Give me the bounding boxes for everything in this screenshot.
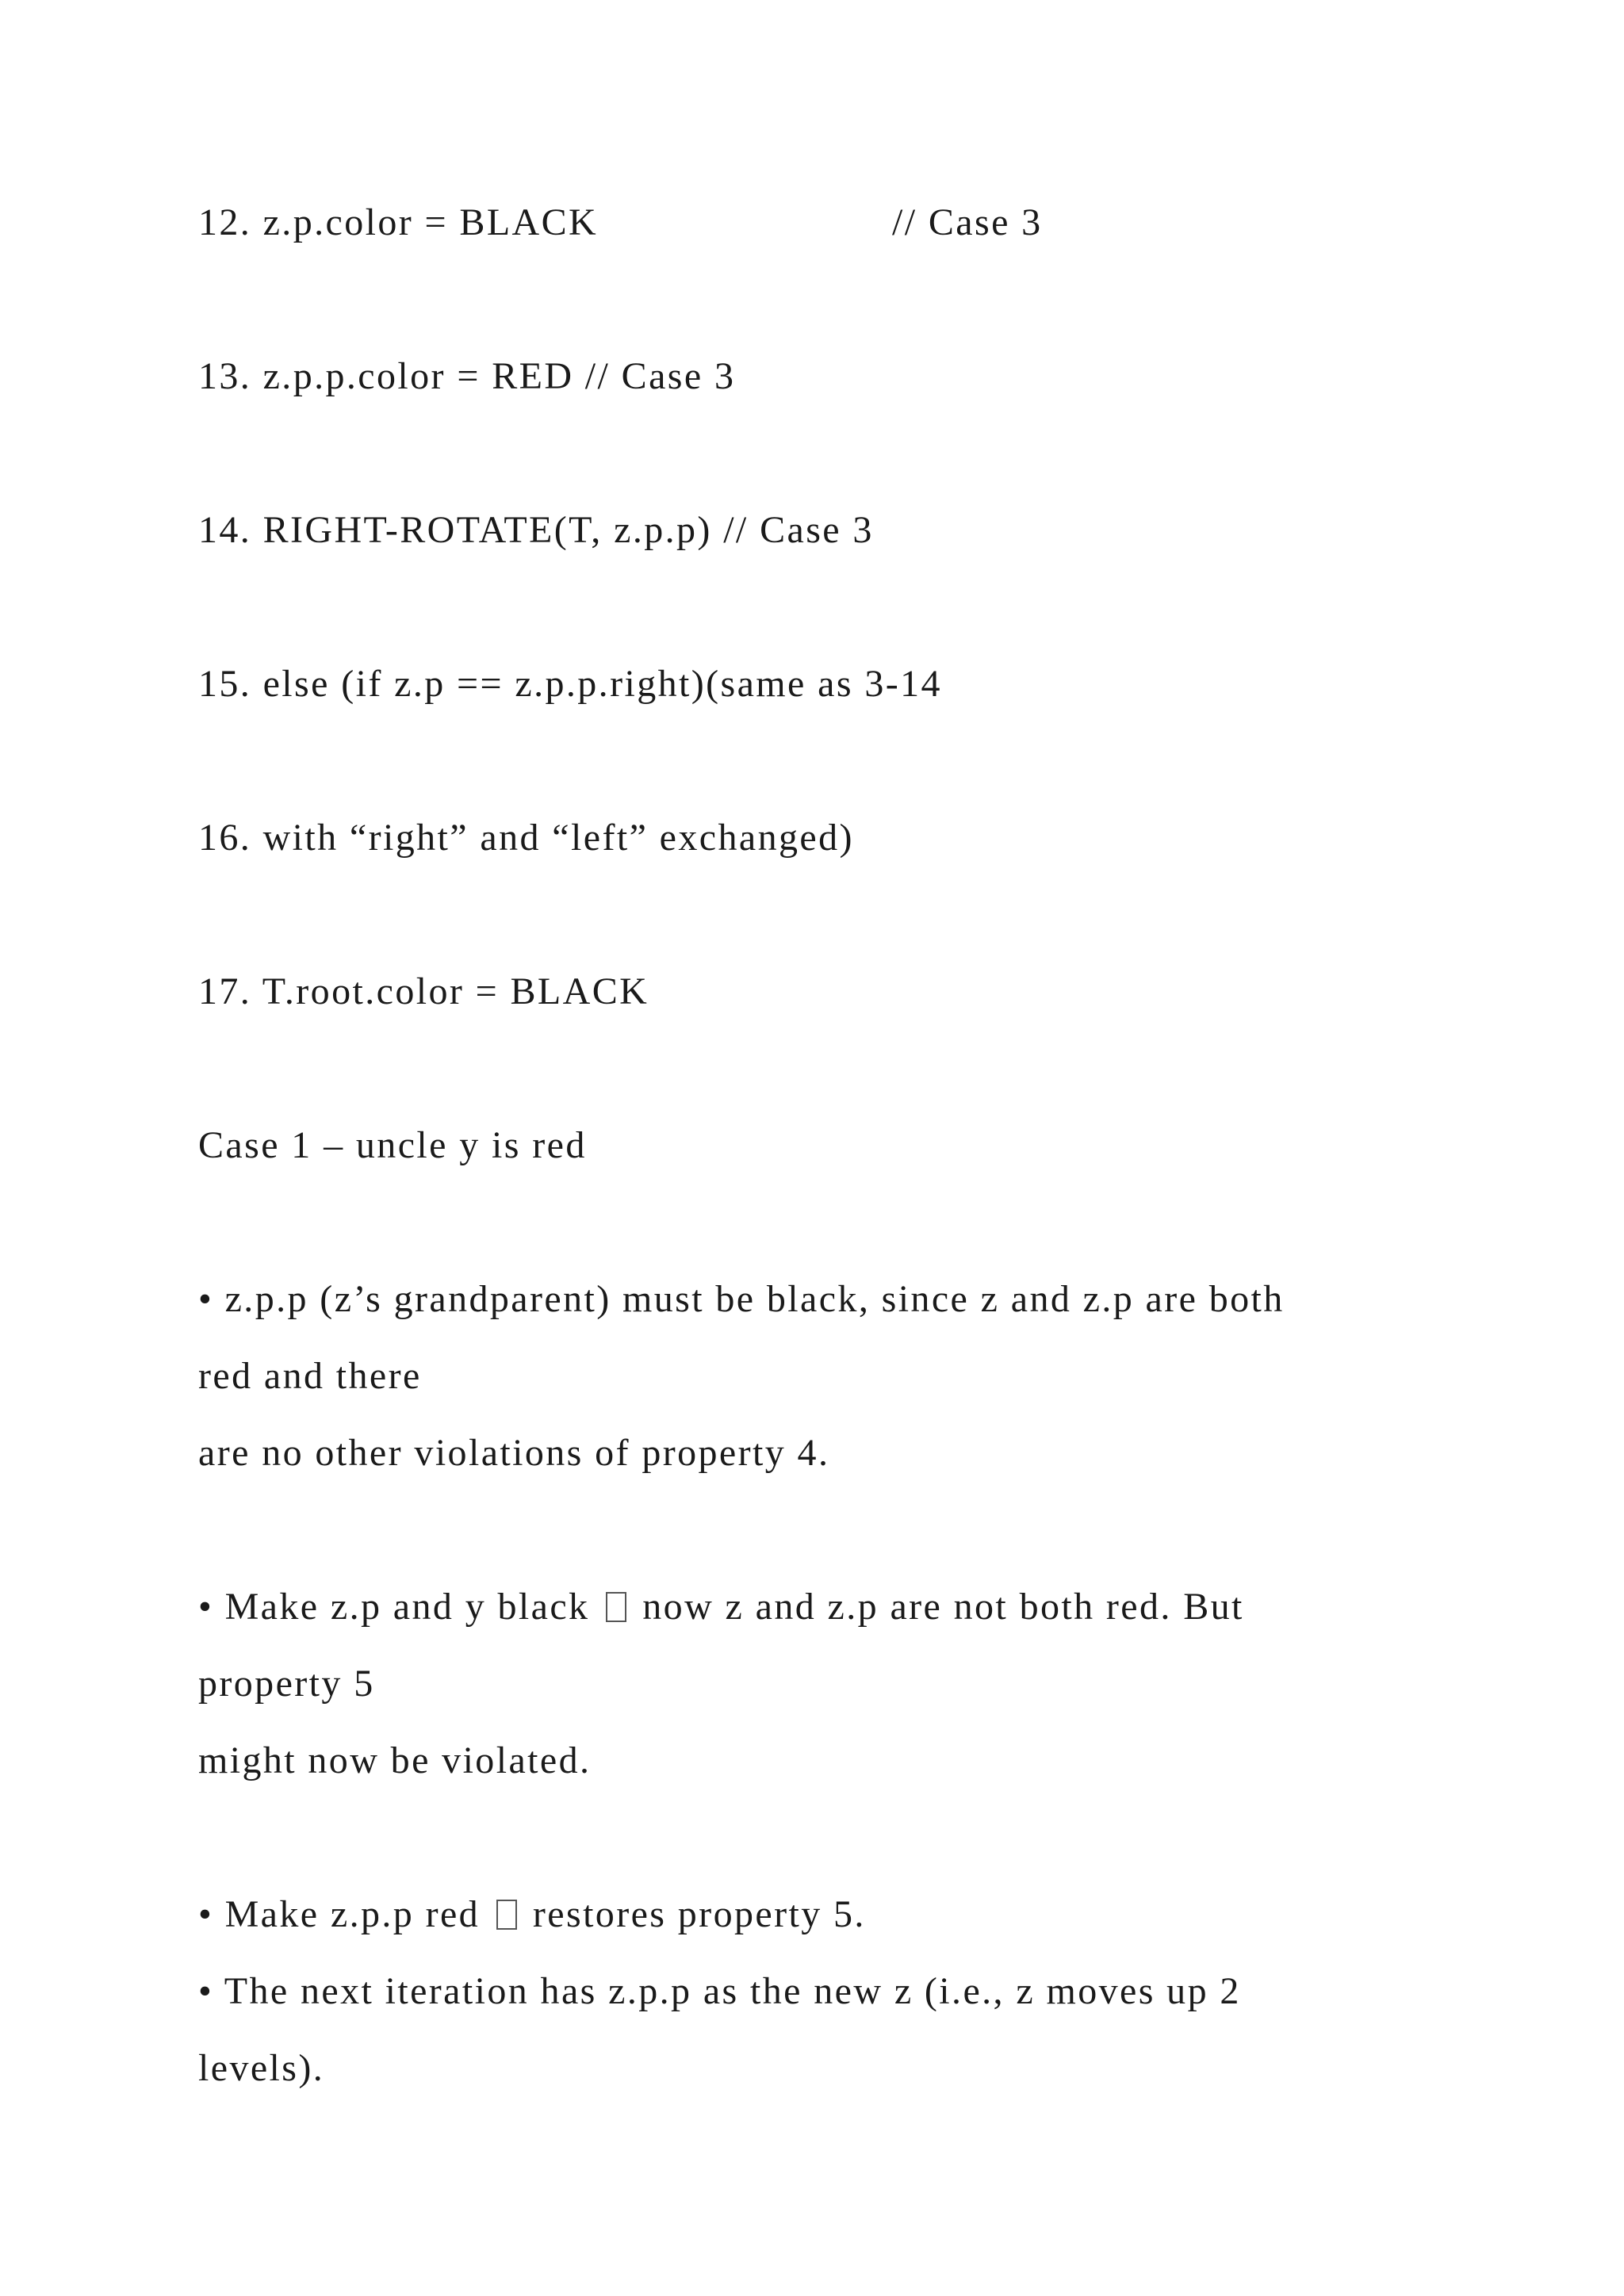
pseudocode-line-15: 15. else (if z.p == z.p.p.right)(same as 3-14	[198, 663, 942, 705]
bullet-3-line-1	[198, 1892, 866, 1938]
bullet-3-text-b: restores property 5.	[532, 1893, 866, 1935]
bullet-2-line-3: might now be violated.	[198, 1739, 592, 1781]
bullet-4-line-2: levels).	[198, 2047, 325, 2089]
bullet-1-line-2: red and there	[198, 1355, 422, 1397]
bullet-4-line-1: • The next iteration has z.p.p as the new z (i.e., z moves up 2	[198, 1970, 1241, 2012]
bullet-3-text-a: • Make z.p.p red	[198, 1893, 481, 1935]
bullet-2-line-2: property 5	[198, 1663, 375, 1705]
line-12-comment: // Case 3	[892, 201, 1043, 243]
line-12-code: 12. z.p.color = BLACK	[198, 201, 599, 243]
case1-heading: Case 1 – uncle y is red	[198, 1124, 587, 1166]
bullet-2-text-a: • Make z.p and y black	[198, 1586, 590, 1628]
bullet-1-line-1: • z.p.p (z’s grandparent) must be black, since z and z.p are both	[198, 1278, 1285, 1320]
pseudocode-line-14: 14. RIGHT-ROTATE(T, z.p.p) // Case 3	[198, 509, 874, 551]
pseudocode-line-13: 13. z.p.p.color = RED // Case 3	[198, 355, 736, 397]
arrow-glyph-icon	[496, 1900, 517, 1930]
pseudocode-line-17: 17. T.root.color = BLACK	[198, 970, 649, 1012]
pseudocode-line-12	[198, 200, 598, 246]
pseudocode-line-16: 16. with “right” and “left” exchanged)	[198, 817, 854, 859]
arrow-glyph-icon	[606, 1592, 626, 1622]
bullet-2-line-1	[198, 1584, 1244, 1630]
bullet-2-text-b: now z and z.p are not both red. But	[642, 1586, 1244, 1628]
bullet-1-line-3: are no other violations of property 4.	[198, 1432, 830, 1474]
